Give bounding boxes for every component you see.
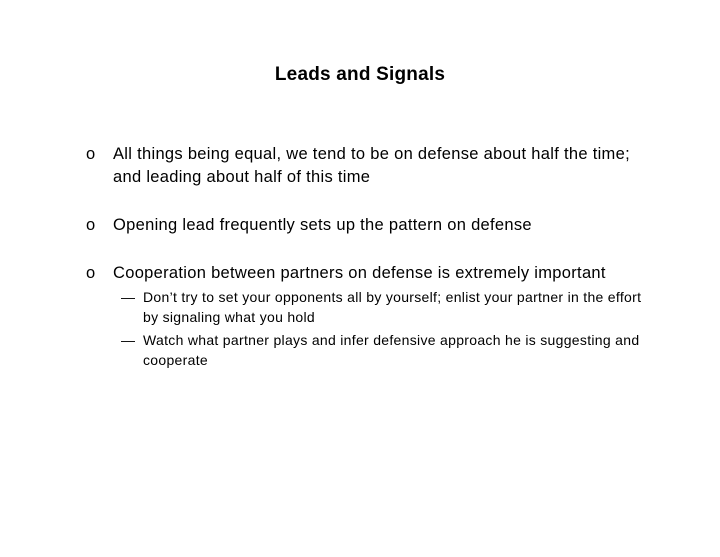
bullet-marker: o [86,264,96,282]
bullet-text: Cooperation between partners on defense is extremely important [113,264,606,282]
bullet-list [86,143,646,370]
sub-bullet-text: Watch what partner plays and infer defensive approach he is suggesting and cooperate [143,332,640,368]
bullet-marker: o [86,216,96,234]
bullet-marker: o [86,145,96,163]
sub-bullet-list [121,287,646,370]
bullet-text: All things being equal, we tend to be on defense about half the time; and leading about half of this time [113,145,630,186]
slide-title: Leads and Signals [274,64,446,85]
bullet-text: Opening lead frequently sets up the pattern on defense [113,216,532,234]
bullet-item [86,214,646,237]
sub-bullet-item [121,287,646,327]
sub-bullet-marker: — [121,332,136,348]
sub-bullet-marker: — [121,289,136,305]
sub-bullet-item [121,330,646,370]
bullet-item [86,143,646,189]
sub-bullet-text: Don’t try to set your opponents all by yourself; enlist your partner in the effort by signaling what you hold [143,289,642,325]
bullet-item [86,262,646,370]
